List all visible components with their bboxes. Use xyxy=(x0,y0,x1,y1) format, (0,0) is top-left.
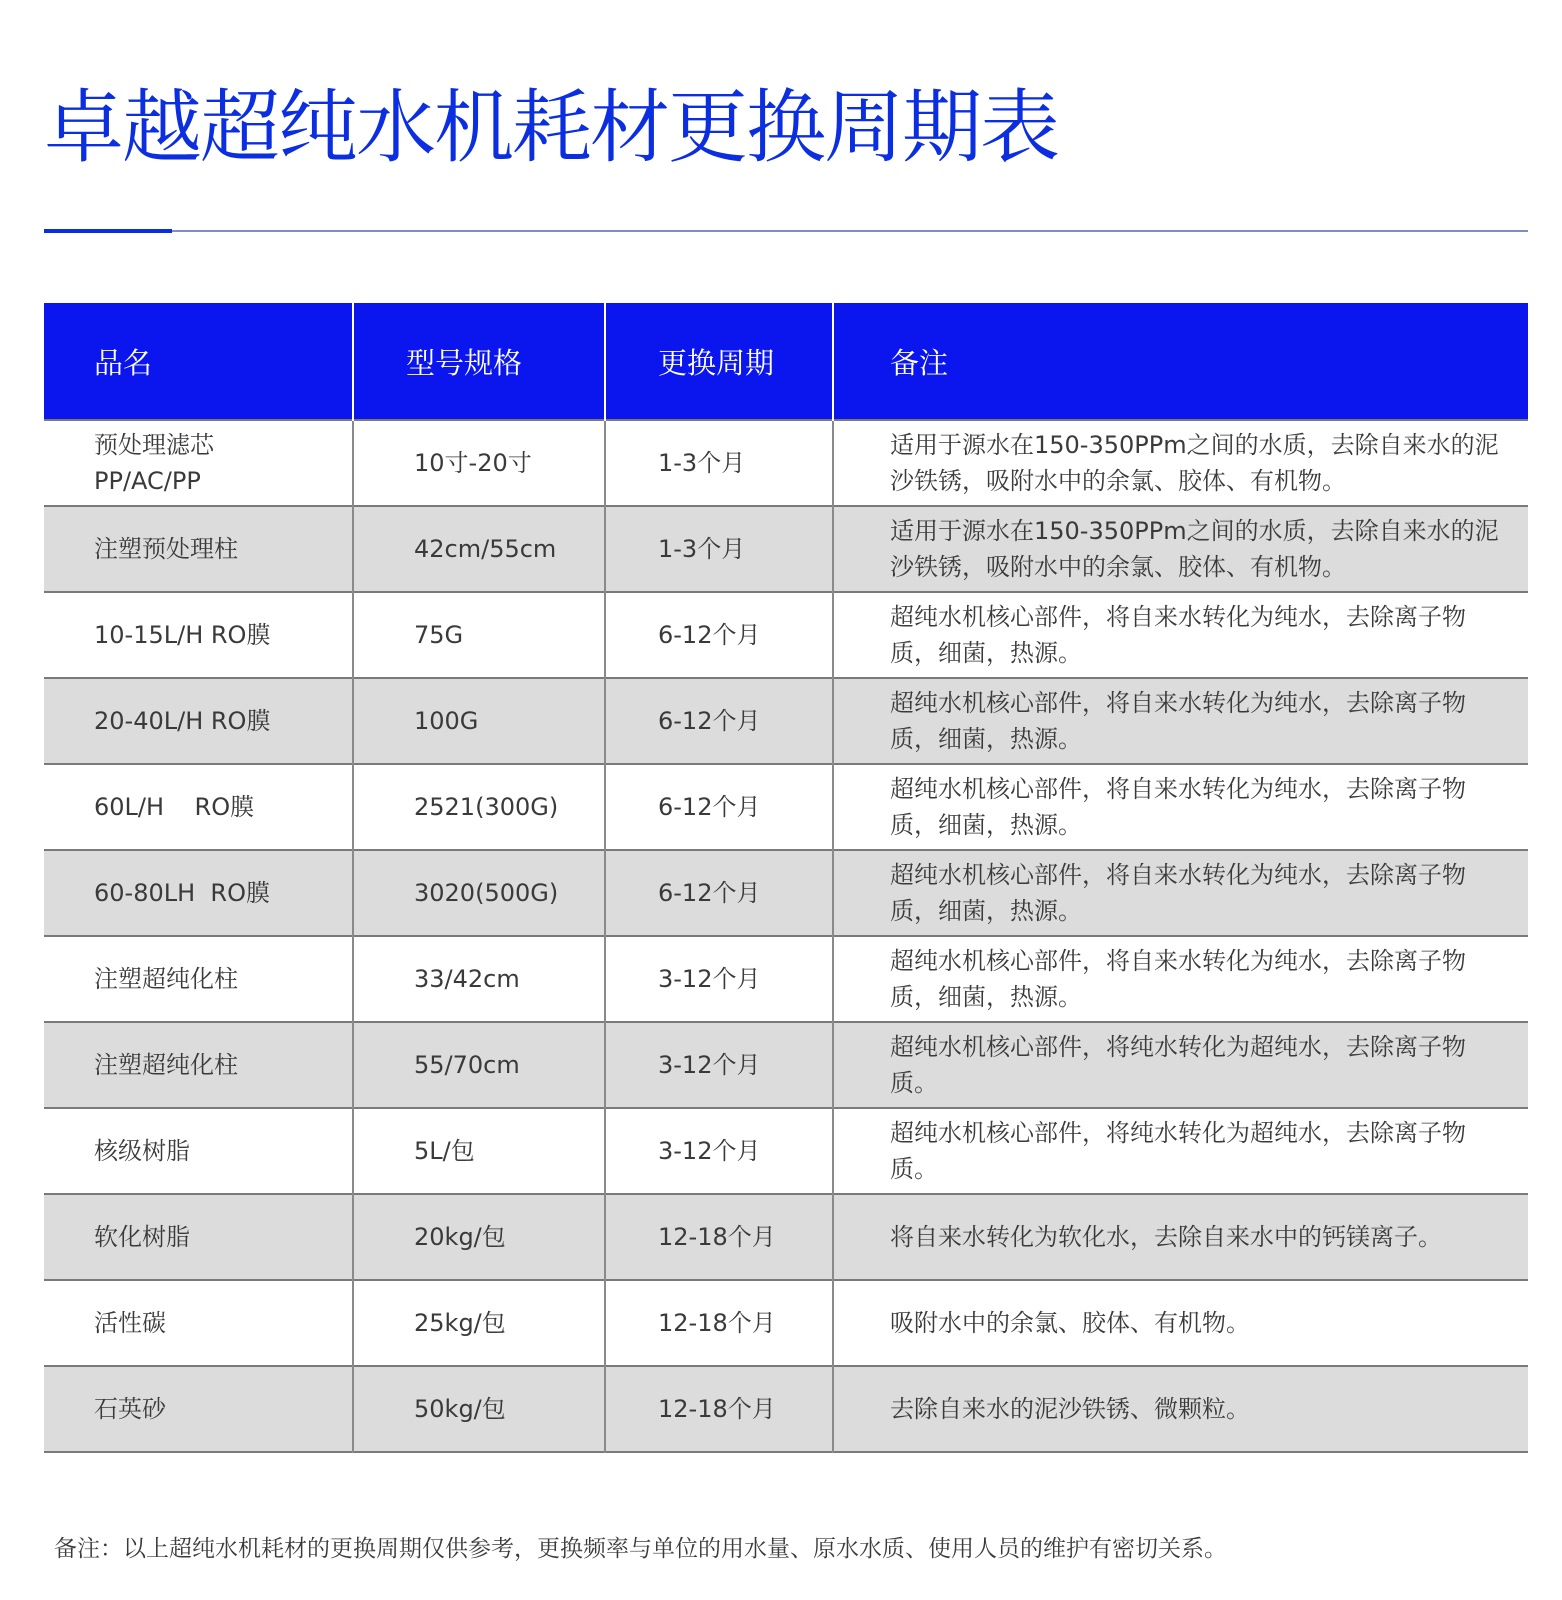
cell-name-line1: 石英砂 xyxy=(94,1395,166,1423)
cell-spec: 3020(500G) xyxy=(353,850,605,936)
header-spec: 型号规格 xyxy=(353,303,605,420)
cell-name-line2: PP/AC/PP xyxy=(94,467,201,495)
cell-spec: 100G xyxy=(353,678,605,764)
cell-name xyxy=(44,1194,353,1280)
cell-spec: 50kg/包 xyxy=(353,1366,605,1452)
table-row xyxy=(44,850,1528,936)
cell-name xyxy=(44,764,353,850)
cell-cycle: 6-12个月 xyxy=(605,764,833,850)
table-header-row xyxy=(44,303,1528,420)
table-row xyxy=(44,420,1528,506)
cell-name-line1: 20-40L/H RO膜 xyxy=(94,707,271,735)
cell-name xyxy=(44,1022,353,1108)
cell-name-line1: 60L/H RO膜 xyxy=(94,793,255,821)
cell-name-line1: 注塑超纯化柱 xyxy=(94,1051,238,1079)
cell-spec: 10寸-20寸 xyxy=(353,420,605,506)
cell-name-line1: 60-80LH RO膜 xyxy=(94,879,270,907)
table-body xyxy=(44,420,1528,1452)
table-row xyxy=(44,1022,1528,1108)
cell-cycle: 1-3个月 xyxy=(605,420,833,506)
cell-name-line1: 软化树脂 xyxy=(94,1223,190,1251)
cell-name-line1: 注塑超纯化柱 xyxy=(94,965,238,993)
cell-cycle: 1-3个月 xyxy=(605,506,833,592)
cell-spec: 42cm/55cm xyxy=(353,506,605,592)
cell-remark: 超纯水机核心部件，将自来水转化为纯水，去除离子物质，细菌，热源。 xyxy=(890,861,1466,925)
cell-spec: 25kg/包 xyxy=(353,1280,605,1366)
cell-name xyxy=(44,1366,353,1452)
table-row xyxy=(44,936,1528,1022)
table-row xyxy=(44,1366,1528,1452)
cell-name xyxy=(44,506,353,592)
cell-name xyxy=(44,678,353,764)
table-row xyxy=(44,764,1528,850)
header-remark: 备注 xyxy=(890,345,949,380)
cell-cycle: 3-12个月 xyxy=(605,1022,833,1108)
cell-remark: 将自来水转化为软化水，去除自来水中的钙镁离子。 xyxy=(890,1223,1442,1251)
table-row xyxy=(44,1194,1528,1280)
table-row xyxy=(44,1280,1528,1366)
cell-spec: 20kg/包 xyxy=(353,1194,605,1280)
cell-remark: 超纯水机核心部件，将自来水转化为纯水，去除离子物质，细菌，热源。 xyxy=(890,947,1466,1011)
table-row xyxy=(44,678,1528,764)
cell-spec: 5L/包 xyxy=(353,1108,605,1194)
cell-remark: 超纯水机核心部件，将纯水转化为超纯水，去除离子物质。 xyxy=(890,1119,1466,1183)
cell-cycle: 6-12个月 xyxy=(605,592,833,678)
table-row xyxy=(44,592,1528,678)
cell-name xyxy=(44,1108,353,1194)
cell-remark: 吸附水中的余氯、胶体、有机物。 xyxy=(890,1309,1250,1337)
cell-name xyxy=(44,1280,353,1366)
cell-spec: 2521(300G) xyxy=(353,764,605,850)
cell-remark: 超纯水机核心部件，将自来水转化为纯水，去除离子物质，细菌，热源。 xyxy=(890,603,1466,667)
cell-cycle: 6-12个月 xyxy=(605,850,833,936)
cell-spec: 33/42cm xyxy=(353,936,605,1022)
consumables-table xyxy=(44,303,1528,1453)
cell-cycle: 12-18个月 xyxy=(605,1366,833,1452)
cell-cycle: 3-12个月 xyxy=(605,936,833,1022)
header-name: 品名 xyxy=(44,303,353,420)
cell-name-line1: 注塑预处理柱 xyxy=(94,535,238,563)
cell-name xyxy=(44,592,353,678)
cell-name-line1: 活性碳 xyxy=(94,1309,166,1337)
cell-remark: 超纯水机核心部件，将自来水转化为纯水，去除离子物质，细菌，热源。 xyxy=(890,775,1466,839)
cell-remark: 超纯水机核心部件，将纯水转化为超纯水，去除离子物质。 xyxy=(890,1033,1466,1097)
title-accent-bar xyxy=(44,229,172,233)
cell-spec: 55/70cm xyxy=(353,1022,605,1108)
table-row xyxy=(44,1108,1528,1194)
header-cycle: 更换周期 xyxy=(605,303,833,420)
cell-name xyxy=(44,850,353,936)
cell-name-line1: 10-15L/H RO膜 xyxy=(94,621,271,649)
cell-remark: 适用于源水在150-350PPm之间的水质，去除自来水的泥沙铁锈，吸附水中的余氯、胶体、有机物。 xyxy=(890,517,1499,581)
cell-remark: 去除自来水的泥沙铁锈、微颗粒。 xyxy=(890,1395,1250,1423)
cell-spec: 75G xyxy=(353,592,605,678)
cell-name-line1: 预处理滤芯 xyxy=(94,431,214,459)
cell-name xyxy=(44,936,353,1022)
page-title: 卓越超纯水机耗材更换周期表 xyxy=(44,81,1058,174)
cell-cycle: 3-12个月 xyxy=(605,1108,833,1194)
cell-name xyxy=(44,420,353,506)
cell-cycle: 12-18个月 xyxy=(605,1194,833,1280)
cell-remark: 超纯水机核心部件，将自来水转化为纯水，去除离子物质，细菌，热源。 xyxy=(890,689,1466,753)
cell-cycle: 6-12个月 xyxy=(605,678,833,764)
title-divider xyxy=(44,230,1528,232)
table-row xyxy=(44,506,1528,592)
cell-name-line1: 核级树脂 xyxy=(94,1137,190,1165)
cell-cycle: 12-18个月 xyxy=(605,1280,833,1366)
footnote: 备注：以上超纯水机耗材的更换周期仅供参考，更换频率与单位的用水量、原水水质、使用人员的维护有密切关系。 xyxy=(54,1536,1227,1562)
cell-remark: 适用于源水在150-350PPm之间的水质，去除自来水的泥沙铁锈，吸附水中的余氯、胶体、有机物。 xyxy=(890,431,1499,495)
